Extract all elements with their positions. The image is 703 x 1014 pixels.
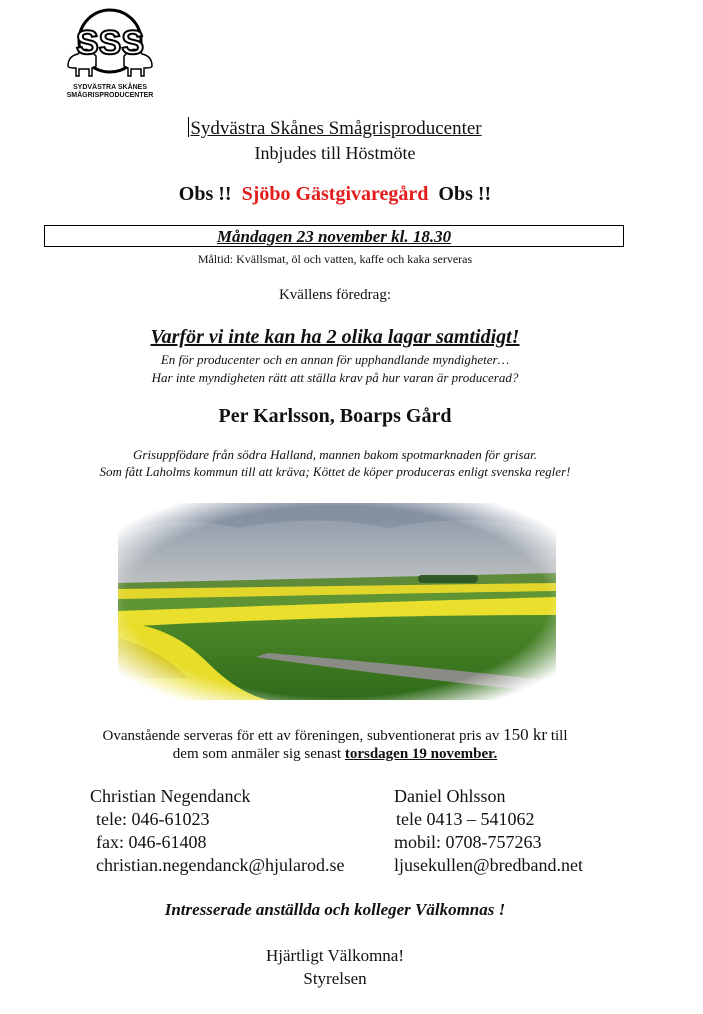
contact-christian (90, 785, 345, 877)
talk-subtitle-2: Har inte myndigheten rätt att ställa krav på hur varan är producerad? (151, 370, 519, 385)
meal-info: Måltid: Kvällsmat, öl och vatten, kaffe och kaka serveras (197, 252, 473, 266)
contact-name: Christian Negendanck (90, 786, 251, 806)
contact-daniel (394, 785, 583, 877)
logo-monogram: SSS (75, 24, 145, 62)
logo-caption-line1: SYDVÄSTRA SKÅNES (72, 84, 148, 91)
contact-mobile: mobil: 0708-757263 (394, 832, 542, 852)
lecture-heading: Kvällens föredrag: (278, 287, 392, 303)
offer-line-2 (0, 746, 670, 763)
offer-text-post: till (550, 728, 568, 744)
obs-left: Obs !! (178, 183, 232, 205)
contact-phone: tele 0413 – 541062 (396, 809, 535, 829)
contact-email[interactable]: christian.negendanck@hjularod.se (96, 855, 345, 875)
welcome-line: Hjärtligt Välkomna! (265, 946, 405, 965)
colleagues-welcome: Intresserade anställda och kolleger Välkomnas ! (164, 900, 506, 919)
signup-deadline: torsdagen 19 november. (344, 746, 498, 762)
offer-line-1 (0, 725, 670, 745)
organization-name (0, 117, 670, 140)
offer-text-pre: Ovanstående serveras för ett av föreningen, subventionerat pris av (102, 728, 500, 744)
contact-email[interactable]: ljusekullen@bredband.net (394, 855, 584, 875)
venue-line (0, 183, 670, 206)
speaker-name: Per Karlsson, Boarps Gård (218, 405, 452, 427)
event-date: Måndagen 23 november kl. 18.30 (216, 227, 452, 246)
organization-name-text: Sydvästra Skånes Smågrisproducenter (190, 118, 482, 139)
talk-title: Varför vi inte kan ha 2 olika lagar samtidigt! (150, 326, 520, 348)
contact-fax: fax: 046-61408 (96, 832, 207, 852)
contact-phone: tele: 046-61023 (96, 809, 210, 829)
venue-name: Sjöbo Gästgivaregård (241, 183, 429, 205)
speaker-bio-1: Grisuppfödare från södra Halland, mannen bakom spotmarknaden för grisar. (133, 447, 537, 462)
invite-line: Inbjudes till Höstmöte (254, 143, 416, 163)
landscape-photo (118, 503, 556, 700)
signature-board: Styrelsen (303, 969, 367, 988)
signup-text: dem som anmäler sig senast (172, 746, 342, 762)
speaker-bio-2: Som fått Laholms kommun till att kräva; Köttet de köper produceras enligt svenska regler! (99, 464, 571, 479)
talk-subtitle-1: En för producenter och en annan för upphandlande myndigheter… (160, 352, 510, 367)
logo-caption (50, 84, 170, 100)
obs-right: Obs !! (438, 183, 492, 205)
offer-price: 150 kr (503, 725, 548, 744)
logo-caption-line2: SMÅGRISPRODUCENTER (66, 92, 154, 99)
contact-name: Daniel Ohlsson (394, 786, 506, 806)
